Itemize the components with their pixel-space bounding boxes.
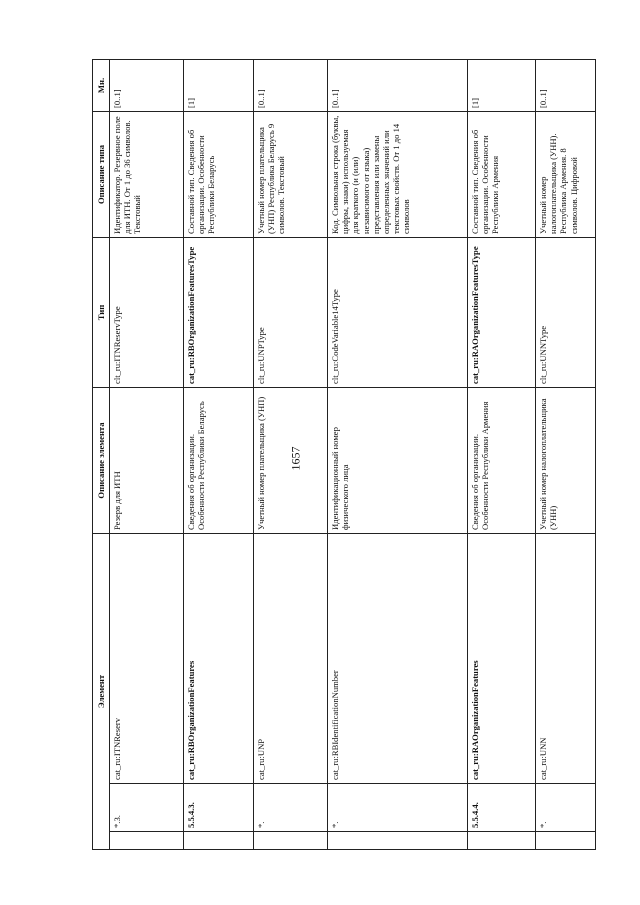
row-number: *.	[328, 784, 468, 832]
table-row	[536, 60, 596, 850]
element-description: Сведения об организации. Особенности Республики Беларусь	[184, 388, 254, 534]
row-gutter	[536, 832, 596, 850]
type-description: Составной тип. Сведения об организации. Особенности Республики Беларусь	[184, 112, 254, 238]
type-description: Учетный номер налогоплательщика (УНН). Республика Армения. 8 символов. Цифровой	[536, 112, 596, 238]
element-name: cat_ru:UNP	[254, 534, 328, 784]
element-type: cat_ru:RBOrganizationFeaturesType	[184, 238, 254, 388]
element-name: cat_ru:ITNReserv	[110, 534, 184, 784]
element-description: Учетный номер налогоплательщика (УНН)	[536, 388, 596, 534]
row-gutter	[254, 832, 328, 850]
multiplicity: [0..1]	[110, 60, 184, 112]
element-name: cat_ru:RBIdentificationNumber	[328, 534, 468, 784]
spec-table-wrap	[92, 60, 579, 850]
row-number: 5.5.4.4.	[468, 784, 536, 832]
element-name: cat_ru:UNN	[536, 534, 596, 784]
header-type: Тип	[93, 238, 110, 388]
multiplicity: [1]	[184, 60, 254, 112]
element-name: cat_ru:RBOrganizationFeatures	[184, 534, 254, 784]
multiplicity: [0..1]	[536, 60, 596, 112]
multiplicity: [0..1]	[328, 60, 468, 112]
element-description: Учетный номер плательщика (УНП)	[254, 388, 328, 534]
row-number: 5.5.4.3.	[184, 784, 254, 832]
row-gutter	[110, 832, 184, 850]
element-type: clt_ru:UNNType	[536, 238, 596, 388]
table-row	[110, 60, 184, 850]
row-gutter	[468, 832, 536, 850]
element-type: cat_ru:RAOrganizationFeaturesType	[468, 238, 536, 388]
element-description: Идентификационный номер физического лица	[328, 388, 468, 534]
table-row	[184, 60, 254, 850]
header-description: Описание элемента	[93, 388, 110, 534]
table-row	[328, 60, 468, 850]
table-row	[254, 60, 328, 850]
multiplicity: [0..1]	[254, 60, 328, 112]
type-description: Составной тип. Сведения об организации. Особенности Республики Армения	[468, 112, 536, 238]
row-gutter	[328, 832, 468, 850]
element-type: clt_ru:CodeVariable14Type	[328, 238, 468, 388]
element-type: clt_ru:UNPType	[254, 238, 328, 388]
element-type: clt_ru:ITNReservType	[110, 238, 184, 388]
row-number: *.	[254, 784, 328, 832]
type-description: Код. Символьная строка (буквы, цифры, знаки) используемая для краткого (и (или) независимого от языка) представления или замены определенных значений или текстовых свойств. От 1 до 14 символов	[328, 112, 468, 238]
multiplicity: [1]	[468, 60, 536, 112]
type-description: Учетный номер плательщика (УНП) Республика Беларусь 9 символов. Текстовый	[254, 112, 328, 238]
element-name: cat_ru:RAOrganizationFeatures	[468, 534, 536, 784]
page-number: 1657	[288, 446, 303, 471]
type-description: Идентификатор. Резервное поле для ИТН. От 1 до 36 символов. Текстовый	[110, 112, 184, 238]
header-type-description: Описание типа	[93, 112, 110, 238]
element-description: Сведения об организации. Особенности Республики Армения	[468, 388, 536, 534]
row-gutter	[184, 832, 254, 850]
element-description: Резерв для ИТН	[110, 388, 184, 534]
table-row	[468, 60, 536, 850]
row-number: *.	[536, 784, 596, 832]
header-element: Элемент	[93, 534, 110, 850]
row-number: *.3.	[110, 784, 184, 832]
spec-table	[92, 59, 596, 850]
table-header-row	[93, 60, 110, 850]
header-multiplicity: Мн.	[93, 60, 110, 112]
